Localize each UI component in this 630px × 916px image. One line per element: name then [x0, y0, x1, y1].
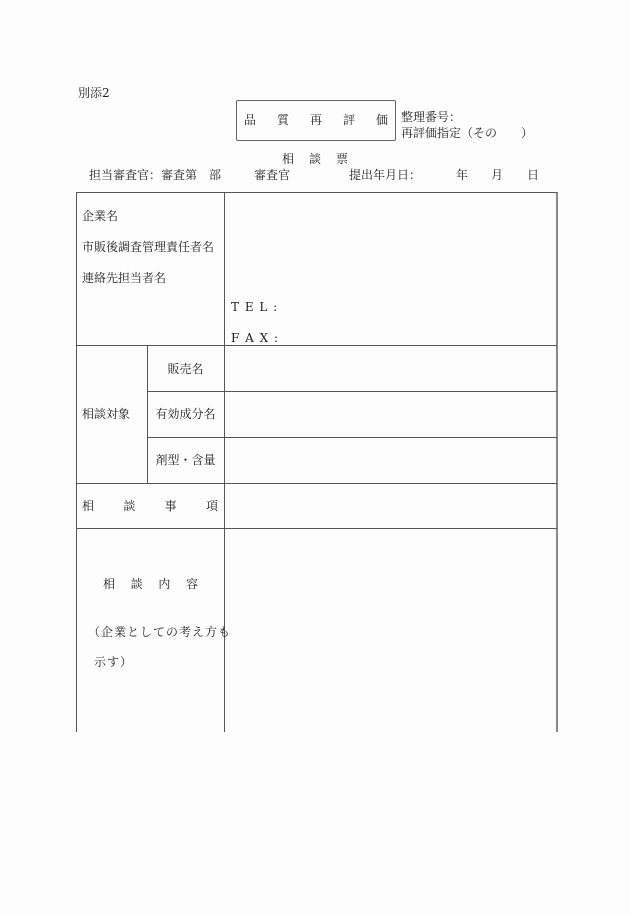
box-char: 品: [244, 113, 257, 127]
title-char: 談: [308, 152, 321, 166]
product-name-field[interactable]: [225, 346, 556, 391]
consultation-content-note-line2: 示す）: [94, 655, 134, 669]
reevaluation-designation-label: 再評価指定（その ）: [401, 126, 534, 140]
product-name-label: 販売名: [167, 362, 204, 376]
month-label: 月: [491, 168, 504, 182]
table-border-right: [556, 192, 558, 732]
box-char: 再: [309, 113, 322, 127]
box-char: 価: [375, 113, 388, 127]
quality-reevaluation-box: [236, 100, 396, 141]
day-label: 日: [527, 168, 540, 182]
form-title: [282, 152, 348, 166]
dosage-form-label: 剤型・含量: [155, 453, 216, 467]
box-char: 質: [276, 113, 289, 127]
consultation-content-label: [103, 577, 198, 591]
label-char: 内: [158, 577, 171, 591]
label-char: 事: [164, 499, 177, 513]
contact-person-label: 連絡先担当者名: [82, 271, 167, 285]
tel-label: T E L :: [231, 300, 279, 314]
title-char: 相: [282, 152, 295, 166]
consultation-content-field[interactable]: [225, 529, 556, 732]
box-title: [237, 113, 395, 127]
pms-manager-label: 市販後調査管理責任者名: [82, 240, 215, 254]
company-name-label: 企業名: [82, 209, 119, 223]
box-char: 評: [342, 113, 355, 127]
subject-group-label: 相談対象: [82, 407, 131, 421]
fax-label: F A X :: [231, 331, 280, 345]
consultation-content-note-line1: （企業としての考え方も: [88, 625, 232, 639]
dosage-form-field[interactable]: [225, 438, 556, 483]
consultation-matter-label: [82, 499, 218, 513]
table-border-left: [76, 192, 77, 732]
year-label: 年: [456, 168, 469, 182]
label-char: 相: [103, 577, 116, 591]
label-char: 項: [205, 499, 218, 513]
label-char: 容: [185, 577, 198, 591]
reference-number-label: 整理番号：: [401, 110, 462, 124]
title-char: 票: [335, 152, 348, 166]
active-ingredient-field[interactable]: [225, 392, 556, 437]
attachment-label: 別添2: [78, 86, 110, 100]
officer-label: 担当審査官：審査第 部: [89, 168, 222, 182]
company-info-field[interactable]: [225, 193, 556, 345]
examiner-label: 審査官: [254, 168, 291, 182]
consultation-matter-field[interactable]: [225, 484, 556, 528]
label-char: 談: [130, 577, 143, 591]
active-ingredient-label: 有効成分名: [155, 407, 216, 421]
submission-date-label: 提出年月日：: [349, 168, 422, 182]
label-char: 相: [82, 499, 95, 513]
label-char: 談: [123, 499, 136, 513]
